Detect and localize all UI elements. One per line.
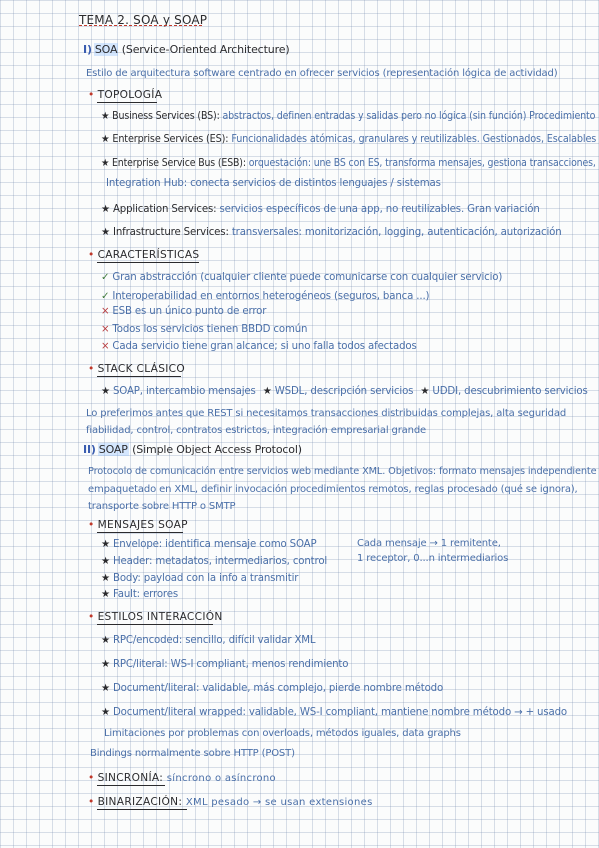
section-1-heading: I) SOA (Service-Oriented Architecture) — [83, 43, 290, 56]
bullet-icon: • — [88, 249, 95, 261]
stack-note-continued: fiabilidad, control, contratos estrictos, integración empresarial grande — [86, 425, 427, 436]
section-1-name: SOA — [94, 43, 118, 56]
sync-underline — [97, 785, 165, 787]
star-icon: ★ — [101, 539, 110, 550]
interaction-style: ★ RPC/encoded: sencillo, difícil validar XML — [101, 635, 316, 646]
soap-description-3: transporte sobre HTTP o SMTP — [88, 501, 236, 512]
topology-item-continued: Integration Hub: conecta servicios de distintos lenguajes / sistemas — [106, 178, 441, 189]
cross-icon: × — [101, 306, 110, 317]
topology-item: ★ Infrastructure Services: transversales: monitorización, logging, autenticación, autorización — [101, 227, 562, 238]
star-icon: ★ — [101, 573, 110, 584]
cross-icon: × — [101, 341, 110, 352]
check-icon: ✓ — [101, 272, 110, 283]
interaction-style: ★ Document/literal: validable, más complejo, pierde nombre método — [101, 683, 444, 694]
bullet-icon: • — [88, 772, 95, 784]
bindings-note: Bindings normalmente sobre HTTP (POST) — [90, 748, 295, 759]
star-icon: ★ — [101, 204, 110, 215]
interaction-style: ★ RPC/literal: WS-I compliant, menos rendimiento — [101, 659, 349, 670]
star-icon: ★ — [101, 158, 110, 169]
star-icon: ★ — [101, 227, 110, 238]
bullet-icon: • — [88, 89, 95, 101]
star-icon: ★ — [101, 589, 110, 600]
message-part: ★ Body: payload con la info a transmitir — [101, 573, 299, 584]
styles-heading: • ESTILOS INTERACCIÓN — [88, 611, 223, 623]
star-icon: ★ — [420, 386, 430, 397]
messages-underline — [97, 532, 183, 534]
characteristic-con: × Todos los servicios tienen BBDD común — [101, 324, 308, 335]
star-icon: ★ — [101, 556, 110, 567]
characteristic-pro: ✓ Gran abstracción (cualquier cliente puede comunicarse con cualquier servicio) — [101, 272, 503, 283]
section-2-name: SOAP — [98, 443, 128, 456]
characteristic-pro: ✓ Interoperabilidad en entornos heterogéneos (seguros, banca ...) — [101, 291, 430, 302]
message-part: ★ Header: metadatos, intermediarios, control — [101, 556, 328, 567]
topology-item: ★ Application Services: servicios específicos de una app, no reutilizables. Gran variación — [101, 204, 540, 215]
stack-protocols: ★ SOAP, intercambio mensajes ★ WSDL, descripción servicios ★ UDDI, descubrimiento servicios — [101, 386, 588, 397]
star-icon: ★ — [101, 386, 110, 397]
star-icon: ★ — [262, 386, 272, 397]
stack-note: Lo preferimos antes que REST si necesitamos transacciones distribuidas complejas, alta seguridad — [86, 408, 567, 419]
characteristics-underline — [97, 262, 199, 264]
bullet-icon: • — [88, 363, 95, 375]
title-underline — [79, 25, 202, 27]
message-side-note: Cada mensaje → 1 remitente, — [357, 538, 501, 549]
bullet-icon: • — [88, 796, 95, 808]
bullet-icon: • — [88, 611, 95, 623]
limitations-note: Limitaciones por problemas con overloads, métodos iguales, data graphs — [104, 728, 461, 739]
cross-icon: × — [101, 324, 110, 335]
sync-heading: • SINCRONÍA: síncrono o asíncrono — [88, 772, 276, 784]
star-icon: ★ — [101, 659, 110, 670]
interaction-style: ★ Document/literal wrapped: validable, WS-I compliant, mantiene nombre método → + usado — [101, 707, 568, 718]
topology-item: ★ Enterprise Services (ES): Funcionalidades atómicas, granulares y reutilizables. Gestionados, Escalables — [101, 134, 597, 145]
check-icon: ✓ — [101, 291, 110, 302]
message-part: ★ Fault: errores — [101, 589, 179, 600]
topology-heading: • TOPOLOGÍA — [88, 89, 163, 101]
star-icon: ★ — [101, 683, 110, 694]
characteristic-con: × Cada servicio tiene gran alcance; si uno falla todos afectados — [101, 341, 417, 352]
characteristic-con: × ESB es un único punto de error — [101, 306, 267, 317]
binarization-underline — [97, 809, 187, 811]
binarization-heading: • BINARIZACIÓN: XML pesado → se usan extensiones — [88, 796, 373, 808]
star-icon: ★ — [101, 111, 110, 122]
soap-description-2: empaquetado en XML, definir invocación procedimientos remotos, reglas procesado (qué se ignora), — [88, 484, 578, 495]
bullet-icon: • — [88, 519, 95, 531]
message-part: ★ Envelope: identifica mensaje como SOAP — [101, 539, 317, 550]
messages-heading: • MENSAJES SOAP — [88, 519, 188, 531]
styles-underline — [97, 624, 213, 626]
stack-underline — [97, 376, 181, 378]
stack-heading: • STACK CLÁSICO — [88, 363, 185, 375]
message-side-note-2: 1 receptor, 0...n intermediarios — [357, 553, 509, 564]
star-icon: ★ — [101, 134, 110, 145]
topology-underline — [97, 102, 157, 104]
section-2-heading: II) SOAP (Simple Object Access Protocol) — [83, 443, 302, 456]
star-icon: ★ — [101, 707, 110, 718]
characteristics-heading: • CARACTERÍSTICAS — [88, 249, 200, 261]
star-icon: ★ — [101, 635, 110, 646]
page-title: TEMA 2. SOA y SOAP — [79, 13, 208, 27]
soap-description: Protocolo de comunicación entre servicios web mediante XML. Objetivos: formato mensajes independiente — [88, 466, 597, 477]
soa-description: Estilo de arquitectura software centrado en ofrecer servicios (representación lógica de actividad) — [86, 68, 558, 79]
topology-item: ★ Business Services (BS): abstractos, definen entradas y salidas pero no lógica (sin función) Procedimiento — [101, 111, 596, 122]
topology-item: ★ Enterprise Service Bus (ESB): orquestación: une BS con ES, transforma mensajes, gestiona transacciones, — [101, 158, 596, 169]
